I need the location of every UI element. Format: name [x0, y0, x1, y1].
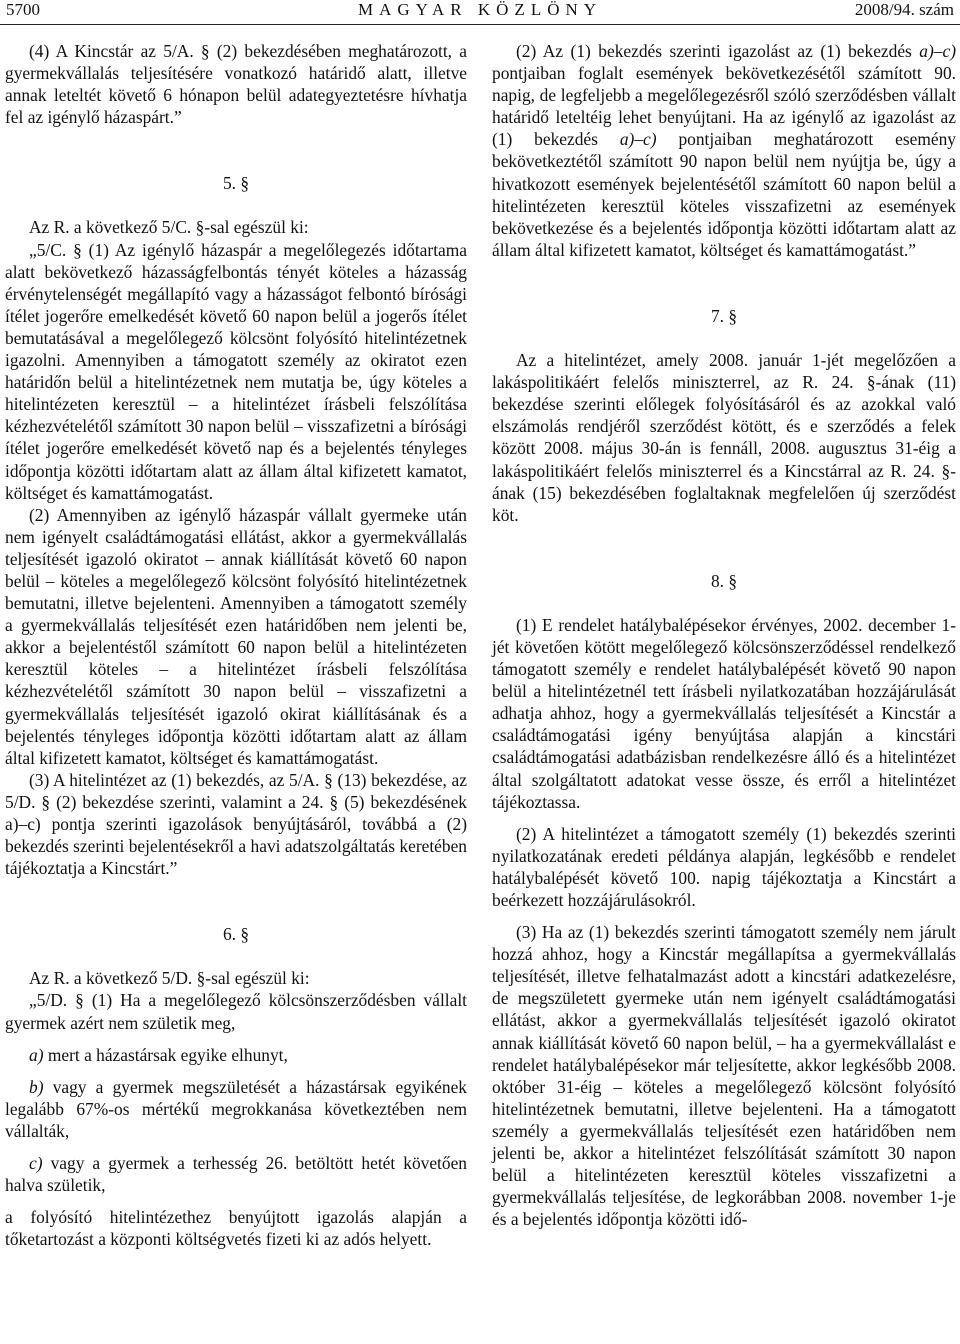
paragraph: „5/C. § (1) Az igénylő házaspár a megelőlegezés időtartama alatt bekövetkező házasságfelbontás tényét köteles a házasság érvénytelenségét megállapító vagy a házasságot felbontó bírósági ítélet jogerőre emelkedését követő 60 napon belül a jogerős ítélet bemutatásával a megelőlegező kölcsönt folyósító hitelintézetnek igazolni. Amennyiben a támogatott személy az okiratot ezen határidőn belül a hitelintézetnek nem mutatja be, úgy köteles a hitelintézeten keresztül – a hitelintézet írásbeli felszólítása kézhezvételétől számított 30 napon belül – visszafizetni a bírósági ítélet jogerőre emelkedését követő nap és a bejelentés tényleges időpontja közötti időtartam alatt az állam által kifizetett kamatot, költséget és kamattámogatást. — [5, 239, 467, 503]
paragraph: Az R. a következő 5/D. §-sal egészül ki: — [29, 968, 310, 989]
list-item: b) vagy a gyermek megszületését a házastársak egyikének legalább 67%-os mértékű megrokkanása következtében nem vállalták, — [5, 1076, 467, 1141]
left-column — [5, 40, 467, 1250]
issue-number: 2008/94. szám — [854, 0, 954, 19]
paragraph: Az R. a következő 5/C. §-sal egészül ki: — [29, 217, 309, 238]
paragraph: Az a hitelintézet, amely 2008. január 1-jét megelőzően a lakáspolitikáért felelős miniszterrel, az R. 24. §-ának (11) bekezdése szerinti előlegek folyósításáról és az azokkal való elszámolás rendjéről szerződést kötött, és e szerződés a felek között 2008. május 30-án is fennáll, 2008. augusztus 31-éig a lakáspolitikáért felelős miniszterrel és a Kincstárral az R. 24. §-ának (15) bekezdésében foglaltaknak megfelelően új szerződést köt. — [492, 350, 956, 525]
section-heading: 8. § — [710, 570, 738, 591]
paragraph: „5/D. § (1) Ha a megelőlegező kölcsönszerződésben vállalt gyermek azért nem születik meg, — [5, 990, 467, 1033]
list-label: a) — [29, 1044, 44, 1065]
paragraph: (2) Amennyiben az igénylő házaspár vállalt gyermeke után nem igényelt családtámogatási ellátást, akkor a gyermekvállalás teljesítését igazoló okiratot – annak kiállítását követő 60 napon belül – köteles a megelőlegező kölcsönt folyósító hitelintézetnek bemutatni, illetve bejelenteni. Amennyiben a támogatott személy a gyermekvállalás teljesítését ezen határidőben nem jelenti be, akkor a bejelentéstől számított 60 napon belül a hitelintézeten keresztül köteles – a hitelintézet írásbeli felszólítása kézhezvételétől számított 30 napon belül – visszafizetni a gyermekvállalás teljesítését igazoló okirat kiállításának és a bejelentés tényleges időpontja közötti időtartam alatt az állam által kifizetett kamatot, költséget és kamattámogatást. — [5, 504, 467, 768]
section-heading: 6. § — [222, 924, 250, 945]
section-heading: 7. § — [710, 305, 738, 326]
journal-title: MAGYAR KÖZLÖNY — [357, 0, 603, 19]
paragraph: (3) A hitelintézet az (1) bekezdés, az 5/A. § (13) bekezdése, az 5/D. § (2) bekezdése szerinti, valamint a 24. § (5) bekezdésének a)–c) pontja szerinti igazolások benyújtásáról, továbbá a (2) bekezdés szerinti bejelentésekről a havi adatszolgáltatás keretében tájékoztatja a Kincstárt.” — [5, 769, 467, 879]
paragraph: (3) Ha az (1) bekezdés szerinti támogatott személy nem járult hozzá ahhoz, hogy a Kincstár megállapítsa a gyermekvállalás teljesítését, illetve felhatalmazást adott a kincstári adatkezelésre, de megszületett gyermeke után nem igényelt családtámogatási ellátást, akkor a gyermekvállalás teljesítését igazoló okiratot annak kiállítását követő 60 napon belül, – ha a gyermekvállalást e rendelet hatálybalépésekor már teljesítette, akkor legkésőbb 2008. október 31-éig – köteles a megelőlegező kölcsönt folyósító hitelintézetnek bemutatni, illetve bejelenteni. Ha a támogatott személy a gyermekvállalás teljesítését ezen határidőben nem jelenti be, akkor a hitelintézet felszólítását számított 30 napon belül a hitelintézeten keresztül köteles visszafizetni a gyermekvállalás teljesítése, de legkorábban 2008. november 1-je és a bejelentés időpontja közötti idő- — [492, 922, 956, 1230]
right-column — [492, 40, 956, 1230]
paragraph: (2) A hitelintézet a támogatott személy (1) bekezdés szerinti nyilatkozatának eredeti példánya alapján, legkésőbb e rendelet hatálybalépését követő 100. napig tájékoztatja a Kincstárt a beérkezett hozzájárulásokról. — [492, 823, 956, 910]
paragraph: (4) A Kincstár az 5/A. § (2) bekezdésében meghatározott, a gyermekvállalás teljesítésére vonatkozó határidő alatt, illetve annak leteltét követő 6 hónapon belül adategyeztetésre hívhatja fel az igénylő házaspárt.” — [5, 41, 467, 128]
list-label: c) — [29, 1153, 43, 1174]
list-item: a) mert a házastársak egyike elhunyt, — [29, 1044, 288, 1065]
paragraph: a folyósító hitelintézethez benyújtott igazolás alapján a tőketartozást a központi költségvetés fizeti ki az adós helyett. — [5, 1207, 467, 1250]
header-rule — [0, 24, 960, 25]
list-label: b) — [29, 1076, 44, 1097]
page-header — [0, 0, 960, 30]
list-item: c) vagy a gyermek a terhesség 26. betöltött hetét követően halva születik, — [5, 1153, 467, 1196]
page-number: 5700 — [6, 0, 40, 19]
paragraph: (1) E rendelet hatálybalépésekor érvényes, 2002. december 1-jét követően kötött megelőlegező kölcsönszerződéssel rendelkező támogatott személy e rendelet hatálybalépését követő 90 napon belül a hitelintézetnél tett írásbeli nyilatkozatában hozzájárulását adhatja ahhoz, hogy a gyermekvállalás teljesítését a Kincstár a családtámogatási igény benyújtása alapján a kincstári családtámogatási adatbázisban rendelkezésre álló és a hitelintézet által szolgáltatott adatokat vesse össze, és erről a hitelintézet tájékoztassa. — [492, 614, 956, 812]
section-heading: 5. § — [222, 173, 250, 194]
paragraph: (2) Az (1) bekezdés szerinti igazolást az (1) bekezdés a)–c) pontjaiban foglalt események bekövetkezésétől számított 90. napig, de legfeljebb a megelőlegezésről szóló szerződésben vállalt határidő leteltéig lehet benyújtani. Ha az igénylő az igazolást az (1) bekezdés a)–c) pontjaiban meghatározott esemény bekövetkeztétől számított 90 napon belül nem nyújtja be, úgy a hivatkozott események bejelentésétől számított 60 napon belül a hitelintézeten keresztül köteles visszafizetni az események bekövetkezése és a bejelentés időpontja közötti időtartam alatt az állam által kifizetett kamatot, költséget és kamattámogatást.” — [492, 41, 957, 260]
